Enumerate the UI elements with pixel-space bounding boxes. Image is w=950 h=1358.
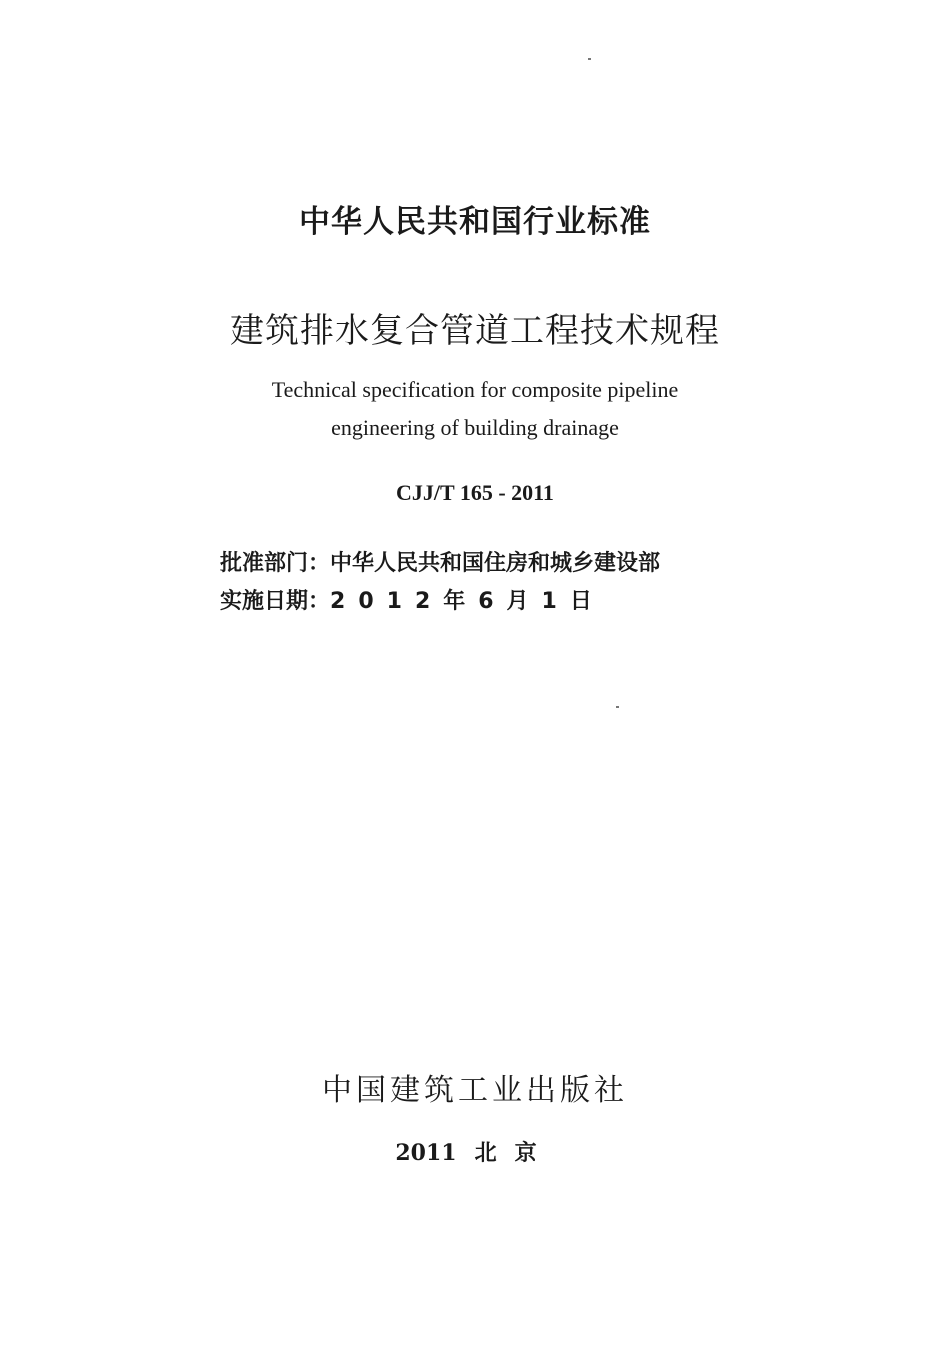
approval-label: 批准部门： <box>220 551 331 576</box>
document-title-english-line1: Technical specification for composite pipeline <box>271 377 679 402</box>
publisher-name: 中国建筑工业出版社 <box>322 1073 628 1108</box>
publication-city: 北京 <box>474 1140 555 1166</box>
implementation-date: 2012年6月1日 <box>330 589 605 614</box>
document-title-english-line2: engineering of building drainage <box>331 415 619 440</box>
document-title-chinese: 建筑排水复合管道工程技术规程 <box>230 311 720 351</box>
publication-year: 2011 <box>395 1140 457 1166</box>
approval-department: 中华人民共和国住房和城乡建设部 <box>330 551 661 576</box>
scan-speck <box>588 58 591 60</box>
approval-row <box>220 546 740 577</box>
standard-type-heading: 中华人民共和国行业标准 <box>299 204 651 240</box>
implementation-row <box>220 584 740 615</box>
implementation-label: 实施日期： <box>220 589 331 614</box>
standard-code: CJJ/T 165 - 2011 <box>396 480 554 505</box>
publication-place <box>0 1136 950 1167</box>
scan-speck <box>616 706 619 708</box>
